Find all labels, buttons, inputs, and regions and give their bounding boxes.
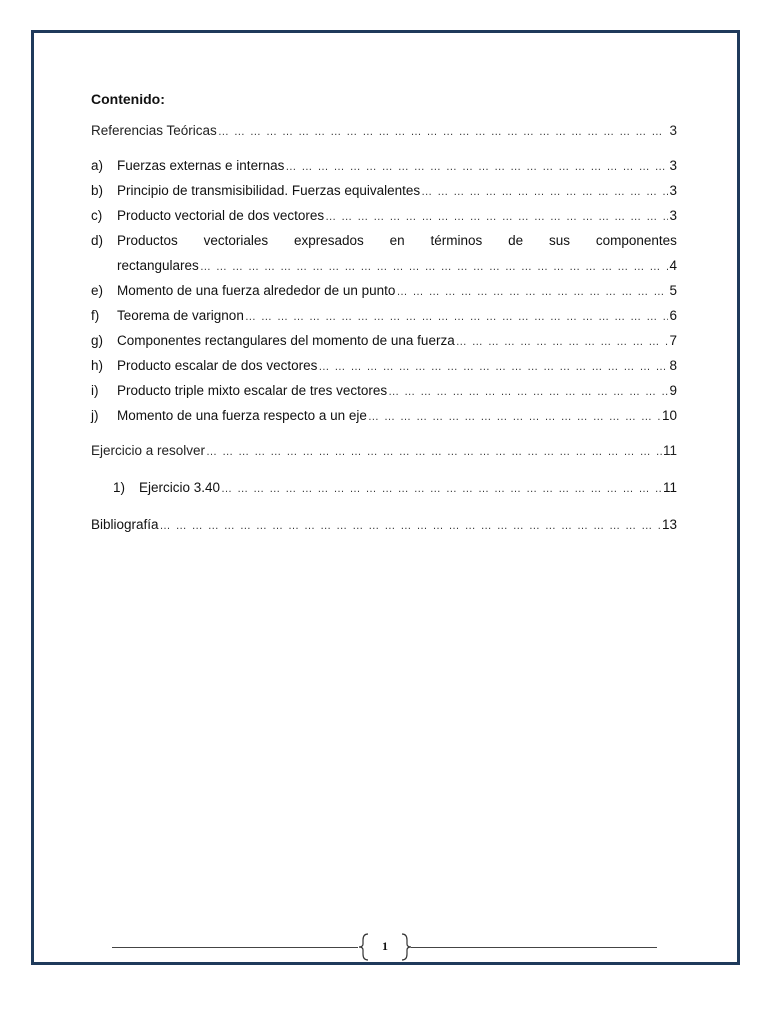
- toc-item-d-line2: [91, 253, 677, 278]
- toc-label: Teorema de varignon: [117, 308, 244, 323]
- toc-page: 10: [661, 408, 677, 423]
- word: componentes: [595, 233, 677, 248]
- page-footer: [112, 932, 657, 962]
- word: sus: [549, 233, 571, 248]
- toc-marker: c): [91, 208, 103, 223]
- toc-item-exercise-1: [91, 475, 677, 500]
- dot-leader: [221, 477, 662, 502]
- toc-page: 3: [669, 123, 677, 138]
- toc-item-j: [91, 403, 677, 428]
- toc-page: 4: [669, 258, 677, 273]
- word: términos: [430, 233, 483, 248]
- toc-page: 13: [661, 517, 677, 532]
- toc-marker: j): [91, 408, 99, 423]
- toc-page: 6: [669, 308, 677, 323]
- toc-label: Momento de una fuerza respecto a un eje: [117, 408, 367, 423]
- dot-leader: [160, 514, 661, 539]
- dot-leader: [325, 205, 668, 230]
- toc-item-a: [91, 153, 677, 178]
- toc-page: 7: [669, 333, 677, 348]
- toc-label: Producto escalar de dos vectores: [117, 358, 318, 373]
- toc-item-f: [91, 303, 677, 328]
- toc-marker: f): [91, 308, 100, 323]
- dot-leader: [388, 380, 668, 405]
- toc-item-h: [91, 353, 677, 378]
- toc-label: Bibliografía: [91, 517, 159, 532]
- toc-marker: 1): [113, 480, 126, 495]
- toc-label: Fuerzas externas e internas: [117, 158, 285, 173]
- toc-section-ejercicio: [91, 438, 677, 463]
- toc-label: Momento de una fuerza alrededor de un punto: [117, 283, 396, 298]
- dot-leader: [396, 280, 668, 305]
- toc-label: Producto triple mixto escalar de tres vectores: [117, 383, 388, 398]
- toc-item-g: [91, 328, 677, 353]
- toc-item-i: [91, 378, 677, 403]
- word: Productos: [117, 233, 178, 248]
- toc-page: 8: [669, 358, 677, 373]
- toc-label: Ejercicio 3.40: [139, 480, 221, 495]
- toc-marker: a): [91, 158, 104, 173]
- toc-marker: b): [91, 183, 104, 198]
- toc-section-referencias: [91, 118, 677, 143]
- word: vectoriales: [203, 233, 269, 248]
- toc-label: Producto vectorial de dos vectores: [117, 208, 325, 223]
- dot-leader: [285, 155, 668, 180]
- toc-marker: g): [91, 333, 104, 348]
- toc-label-justified: [117, 228, 677, 253]
- toc-label: Referencias Teóricas: [91, 123, 217, 138]
- dot-leader: [200, 255, 669, 280]
- dot-leader: [456, 330, 669, 355]
- toc-section-bibliografia: [91, 512, 677, 537]
- dot-leader: [318, 355, 668, 380]
- toc-page: 11: [662, 480, 677, 495]
- toc-page: 3: [669, 208, 677, 223]
- toc-page: 3: [669, 158, 677, 173]
- page-number: 1: [382, 939, 388, 953]
- footer-rule-right: [411, 947, 657, 948]
- toc-label: rectangulares: [117, 258, 199, 273]
- word: expresados: [294, 233, 364, 248]
- toc-label: Ejercicio a resolver: [91, 443, 206, 458]
- table-of-contents: [91, 88, 677, 537]
- toc-page: 3: [669, 183, 677, 198]
- toc-item-d-line1: [91, 228, 677, 253]
- word: de: [508, 233, 524, 248]
- toc-marker: h): [91, 358, 104, 373]
- dot-leader: [421, 180, 668, 205]
- toc-page: 11: [662, 443, 677, 458]
- toc-item-e: [91, 278, 677, 303]
- dot-leader: [206, 440, 662, 465]
- dot-leader: [218, 120, 669, 145]
- toc-page: 9: [669, 383, 677, 398]
- toc-label: Principio de transmisibilidad. Fuerzas equivalentes: [117, 183, 421, 198]
- footer-rule-left: [112, 947, 358, 948]
- toc-marker: i): [91, 383, 99, 398]
- toc-heading: Contenido:: [91, 91, 165, 107]
- toc-label: Componentes rectangulares del momento de una fuerza: [117, 333, 455, 348]
- word: en: [389, 233, 405, 248]
- toc-item-b: [91, 178, 677, 203]
- toc-item-c: [91, 203, 677, 228]
- dot-leader: [245, 305, 669, 330]
- dot-leader: [368, 405, 661, 430]
- toc-page: 5: [669, 283, 677, 298]
- toc-marker: e): [91, 283, 104, 298]
- toc-marker: d): [91, 233, 104, 248]
